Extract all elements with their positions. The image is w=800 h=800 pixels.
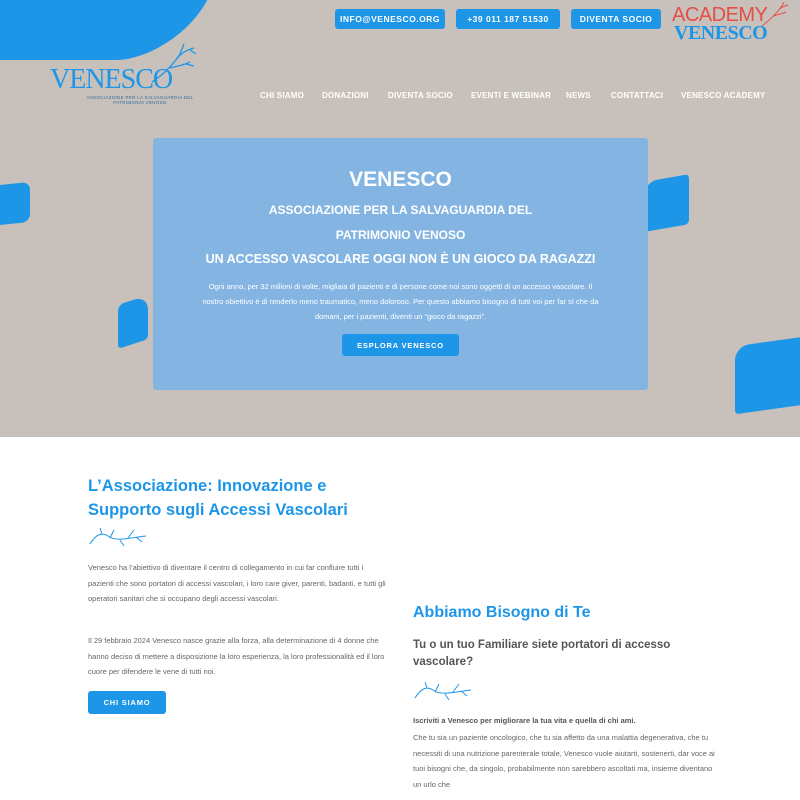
email-button[interactable]: INFO@VENESCO.ORG	[335, 9, 445, 29]
vein-divider-icon	[88, 526, 148, 548]
nav-news[interactable]: NEWS	[566, 91, 591, 100]
phone-button[interactable]: +39 011 187 51530	[456, 9, 560, 29]
decorative-shape	[645, 174, 689, 232]
vein-divider-icon	[413, 680, 473, 702]
hero-title: VENESCO	[349, 168, 452, 191]
nav-donazioni[interactable]: DONAZIONI	[322, 91, 369, 100]
hero-subtitle: ASSOCIAZIONE PER LA SALVAGUARDIA DEL PATRIMONIO VENOSO	[268, 203, 533, 242]
chi-siamo-button[interactable]: CHI SIAMO	[88, 691, 166, 714]
logo-tagline: ASSOCIAZIONE PER LA SALVAGUARDIA DEL PATRIMONIO VENOSO	[86, 95, 194, 105]
nav-diventa-socio[interactable]: DIVENTA SOCIO	[388, 91, 453, 100]
need-subheading: Tu o un tuo Familiare siete portatori di accesso vascolare?	[413, 639, 671, 668]
need-body: Che tu sia un paziente oncologico, che tu sia affetto da una malattia degenerativa, che tu necessiti di una nutrizione parenterale totale, Venesco vuole aiutarti, sostenerti, dar voce ai tuoi bisogni che, da singolo, probabilmente non sarebbero ascoltati ma, insieme diventano un urlo che	[413, 733, 715, 789]
need-heading: Abbiamo Bisogno di Te	[413, 604, 591, 621]
venesco-logo[interactable]	[50, 42, 200, 112]
become-member-button[interactable]: DIVENTA SOCIO	[571, 9, 661, 29]
need-strong-text: Iscriviti a Venesco per migliorare la tua vita e quella di chi ami.	[413, 716, 636, 725]
academy-logo[interactable]	[672, 2, 790, 46]
nav-contattaci[interactable]: CONTATTACI	[611, 91, 664, 100]
decorative-shape	[118, 295, 148, 349]
logo-wordmark: VENESCO	[50, 64, 173, 95]
association-paragraph-1: Venesco ha l’abiettivo di diventare il centro di collegamento in cui far confluire tutti i pazienti che sono portatori di accessi vascolari, i loro care giver, parenti, badanti, e tutti gli operatori sanitari che si occupano degli accessi vascolari.	[88, 563, 386, 603]
nav-eventi-webinar[interactable]: EVENTI E WEBINAR	[471, 91, 552, 100]
nav-venesco-academy[interactable]: VENESCO ACADEMY	[681, 91, 766, 100]
academy-logo-line2: VENESCO	[674, 22, 768, 44]
hero-panel	[153, 138, 648, 390]
decorative-shape	[735, 334, 800, 415]
hero-headline: UN ACCESSO VASCOLARE OGGI NON È UN GIOCO DA RAGAZZI	[205, 252, 596, 266]
hero-body: Ogni anno, per 32 milioni di volte, migliaia di pazienti e di persone come noi sono oggetti di un accesso vascolare. Il nostro obiettivo è di renderlo meno traumatico, meno doloroso. Per questo abbiamo bisogno di tutti voi per far sì che da domani, per i pazienti, diventi un “gioco da ragazzi”.	[202, 282, 599, 321]
association-heading: L’Associazione: Innovazione e Supporto sugli Accessi Vascolari	[88, 477, 348, 519]
academy-logo-line1: ACADEMY	[672, 4, 768, 26]
explore-button[interactable]: ESPLORA VENESCO	[342, 334, 459, 356]
vein-branch-icon	[760, 2, 790, 28]
decorative-shape	[0, 182, 30, 228]
association-paragraph-2: Il 29 febbraio 2024 Venesco nasce grazie alla forza, alla determinazione di 4 donne che hanno deciso di mettere a disposizione la loro esperienza, la loro professionalità ed il loro cuore per difendere le vene di tutti noi.	[88, 636, 385, 676]
nav-chi-siamo[interactable]: CHI SIAMO	[260, 91, 305, 100]
